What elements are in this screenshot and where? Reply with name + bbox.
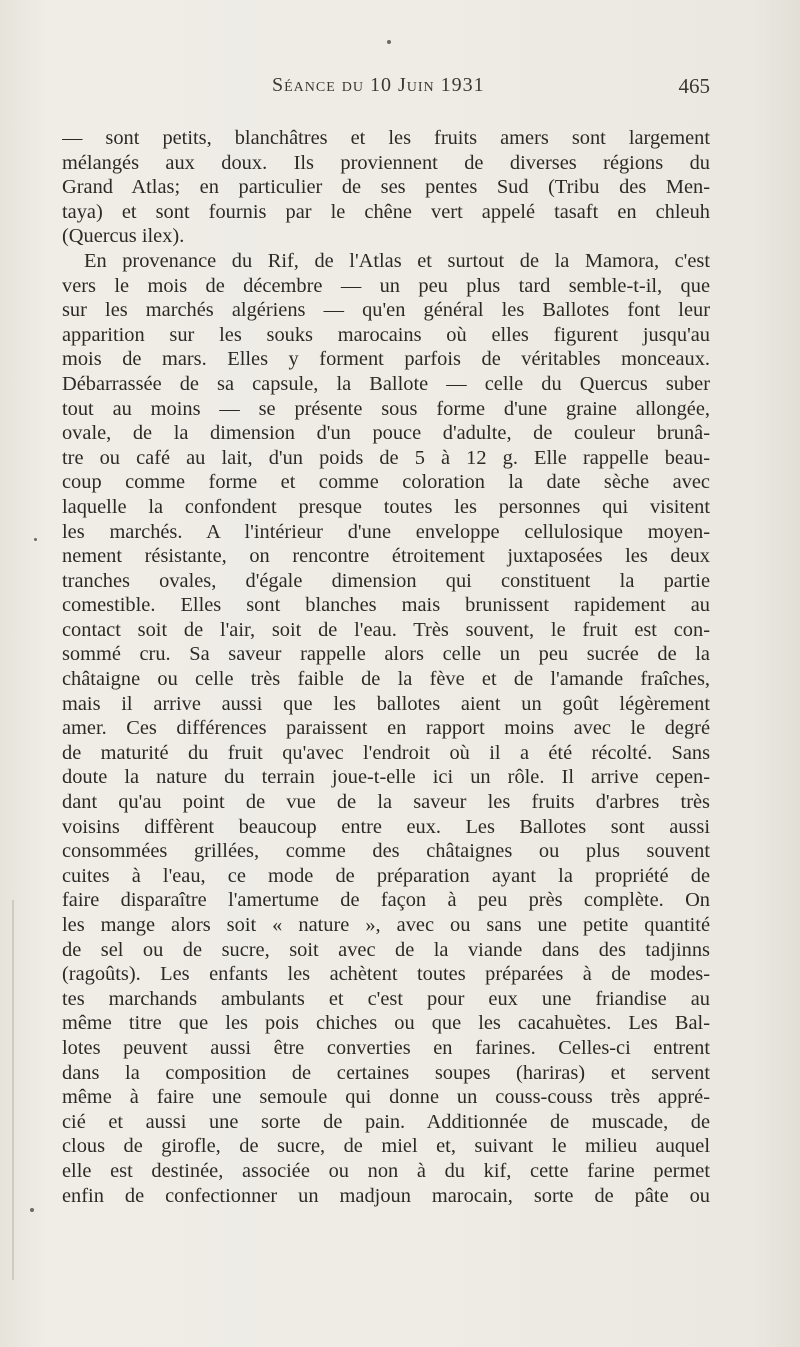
text-line: voisins diffèrent beaucoup entre eux. Les Ballotes sont aussi [62, 815, 710, 838]
text-line: (Quercus ilex). [62, 225, 185, 248]
text-line: sur les marchés algériens — qu'en général les Ballotes font leur [62, 299, 710, 322]
text-line: Grand Atlas; en particulier de ses pentes Sud (Tribu des Men- [62, 176, 710, 199]
text-line: cuites à l'eau, ce mode de préparation ayant la propriété de [62, 864, 710, 887]
text-line: contact soit de l'air, soit de l'eau. Très souvent, le fruit est con- [62, 618, 710, 641]
text-line: vers le mois de décembre — un peu plus tard semble-t-il, que [62, 274, 710, 297]
page-number: 465 [678, 74, 710, 98]
text-line: tranches ovales, d'égale dimension qui constituent la partie [62, 569, 710, 592]
text-line: coup comme forme et comme coloration la date sèche avec [62, 471, 710, 494]
text-line: tre ou café au lait, d'un poids de 5 à 12 g. Elle rappelle beau- [62, 446, 710, 469]
text-line: cié et aussi une sorte de pain. Additionnée de muscade, de [62, 1110, 710, 1133]
text-line: châtaigne ou celle très faible de la fève et de l'amande fraîches, [62, 668, 710, 691]
text-line: mois de mars. Elles y forment parfois de véritables monceaux. [62, 348, 710, 371]
text-line: les mange alors soit « nature », avec ou sans une petite quantité [62, 914, 710, 936]
text-line: lotes peuvent aussi être converties en farines. Celles-ci entrent [62, 1036, 710, 1059]
text-line: comestible. Elles sont blanches mais brunissent rapidement au [62, 594, 710, 617]
text-line: tout au moins — se présente sous forme d'une graine allongée, [62, 397, 710, 420]
body-text [62, 126, 710, 1208]
print-speck [387, 40, 391, 44]
print-speck [34, 538, 37, 541]
text-line: apparition sur les souks marocains où elles figurent jusqu'au [62, 323, 710, 346]
running-head: Séance du 10 Juin 1931 [272, 74, 485, 96]
text-line: dans la composition de certaines soupes (hariras) et servent [62, 1061, 710, 1084]
page-edge-shadow [12, 900, 14, 1280]
text-line: sommé cru. Sa saveur rappelle alors celle un peu sucrée de la [62, 643, 710, 666]
text-line: de maturité du fruit qu'avec l'endroit où il a été récolté. Sans [62, 741, 710, 764]
text-line: En provenance du Rif, de l'Atlas et surtout de la Mamora, c'est [84, 249, 710, 272]
text-line: dant qu'au point de vue de la saveur les fruits d'arbres très [62, 791, 710, 814]
text-line: mélangés aux doux. Ils proviennent de diverses régions du [62, 151, 710, 174]
text-line: mais il arrive aussi que les ballotes aient un goût légèrement [62, 692, 710, 715]
text-line: consommées grillées, comme des châtaignes ou plus souvent [62, 840, 710, 863]
text-line: amer. Ces différences paraissent en rapport moins avec le degré [62, 717, 710, 740]
text-line: les marchés. A l'intérieur d'une enveloppe cellulosique moyen- [62, 520, 710, 543]
text-line: (ragoûts). Les enfants les achètent toutes préparées à de modes- [62, 963, 710, 986]
text-line: nement résistante, on rencontre étroitement juxtaposées les deux [62, 545, 710, 568]
page-header [62, 72, 710, 106]
text-line: elle est destinée, associée ou non à du kif, cette farine permet [62, 1159, 710, 1182]
text-line: — sont petits, blanchâtres et les fruits amers sont largement [62, 127, 710, 149]
text-line: Débarrassée de sa capsule, la Ballote — celle du Quercus suber [62, 372, 710, 395]
text-line: ovale, de la dimension d'un pouce d'adulte, de couleur brunâ- [62, 422, 710, 445]
text-line: même titre que les pois chiches ou que les cacahuètes. Les Bal- [62, 1012, 710, 1035]
text-line: faire disparaître l'amertume de façon à peu près complète. On [62, 889, 710, 912]
text-line: laquelle la confondent presque toutes les personnes qui visitent [62, 495, 710, 518]
text-line: tes marchands ambulants et c'est pour eux une friandise au [62, 987, 710, 1010]
text-line: enfin de confectionner un madjoun marocain, sorte de pâte ou [62, 1184, 710, 1207]
text-line: de sel ou de sucre, soit avec de la viande dans des tadjinns [62, 938, 710, 961]
text-line: taya) et sont fournis par le chêne vert appelé tasaft en chleuh [62, 200, 710, 223]
text-line: clous de girofle, de sucre, de miel et, suivant le milieu auquel [62, 1135, 710, 1158]
text-line: doute la nature du terrain joue-t-elle ici un rôle. Il arrive cepen- [62, 766, 710, 789]
text-line: même à faire une semoule qui donne un couss-couss très appré- [62, 1086, 710, 1109]
print-speck [30, 1208, 34, 1212]
